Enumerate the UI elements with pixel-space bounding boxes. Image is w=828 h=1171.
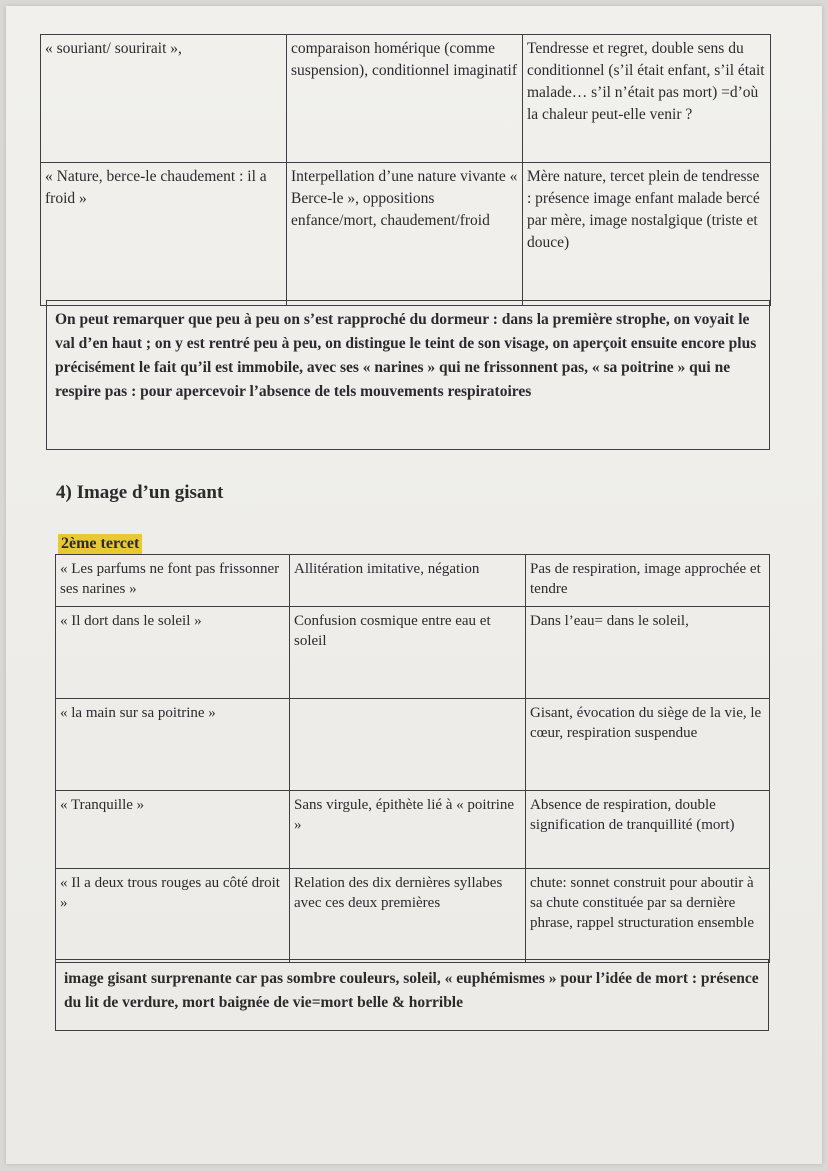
analysis-cell: Interpellation d’une nature vivante « Berce-le », oppositions enfance/mort, chaudement/froid bbox=[287, 163, 523, 306]
analysis-cell: Relation des dix dernières syllabes avec ces deux premières bbox=[290, 869, 526, 963]
interpretation-cell: Gisant, évocation du siège de la vie, le cœur, respiration suspendue bbox=[526, 699, 770, 791]
document-page bbox=[6, 6, 822, 1164]
quote-cell: « Tranquille » bbox=[56, 791, 290, 869]
table-row bbox=[56, 555, 770, 607]
table-row bbox=[56, 791, 770, 869]
quote-cell: « Il a deux trous rouges au côté droit » bbox=[56, 869, 290, 963]
interpretation-cell: Mère nature, tercet plein de tendresse : présence image enfant malade bercé par mère, image nostalgique (triste et douce) bbox=[523, 163, 771, 306]
interpretation-cell: chute: sonnet construit pour aboutir à sa chute constituée par sa dernière phrase, rappel structuration ensemble bbox=[526, 869, 770, 963]
section-title: 4) Image d’un gisant bbox=[56, 482, 224, 503]
analysis-cell: Confusion cosmique entre eau et soleil bbox=[290, 607, 526, 699]
interpretation-cell: Absence de respiration, double signification de tranquillité (mort) bbox=[526, 791, 770, 869]
quote-cell: « Les parfums ne font pas frissonner ses narines » bbox=[56, 555, 290, 607]
analysis-cell: Allitération imitative, négation bbox=[290, 555, 526, 607]
table-row bbox=[56, 607, 770, 699]
quote-cell: « la main sur sa poitrine » bbox=[56, 699, 290, 791]
summary-note-1: On peut remarquer que peu à peu on s’est rapproché du dormeur : dans la première strophe, on voyait le val d’en haut ; on y est rentré peu à peu, on distingue le teint de son visage, on aperçoit ensuite encore plus précisément le fait qu’il est immobile, avec ses « narines » qui ne frissonnent pas, « sa poitrine » qui ne respire pas : pour apercevoir l’absence de tels mouvements respiratoires bbox=[46, 300, 770, 450]
quote-cell: « Il dort dans le soleil » bbox=[56, 607, 290, 699]
interpretation-cell: Dans l’eau= dans le soleil, bbox=[526, 607, 770, 699]
analysis-cell: Sans virgule, épithète lié à « poitrine » bbox=[290, 791, 526, 869]
table-row bbox=[56, 699, 770, 791]
quote-cell: « souriant/ sourirait », bbox=[41, 35, 287, 163]
interpretation-cell: Pas de respiration, image approchée et tendre bbox=[526, 555, 770, 607]
quote-cell: « Nature, berce-le chaudement : il a froid » bbox=[41, 163, 287, 306]
summary-note-2: image gisant surprenante car pas sombre couleurs, soleil, « euphémismes » pour l’idée de mort : présence du lit de verdure, mort baignée de vie=mort belle & horrible bbox=[55, 959, 769, 1031]
analysis-cell: comparaison homérique (comme suspension), conditionnel imaginatif bbox=[287, 35, 523, 163]
analysis-cell bbox=[290, 699, 526, 791]
table-row bbox=[41, 163, 771, 306]
analysis-table-2 bbox=[55, 554, 770, 963]
table-row bbox=[56, 869, 770, 963]
table-row bbox=[41, 35, 771, 163]
interpretation-cell: Tendresse et regret, double sens du conditionnel (s’il était enfant, s’il était malade… s’il n’était pas mort) =d’où la chaleur peut-elle venir ? bbox=[523, 35, 771, 163]
subsection-title: 2ème tercet bbox=[58, 534, 142, 554]
analysis-table-1 bbox=[40, 34, 771, 306]
